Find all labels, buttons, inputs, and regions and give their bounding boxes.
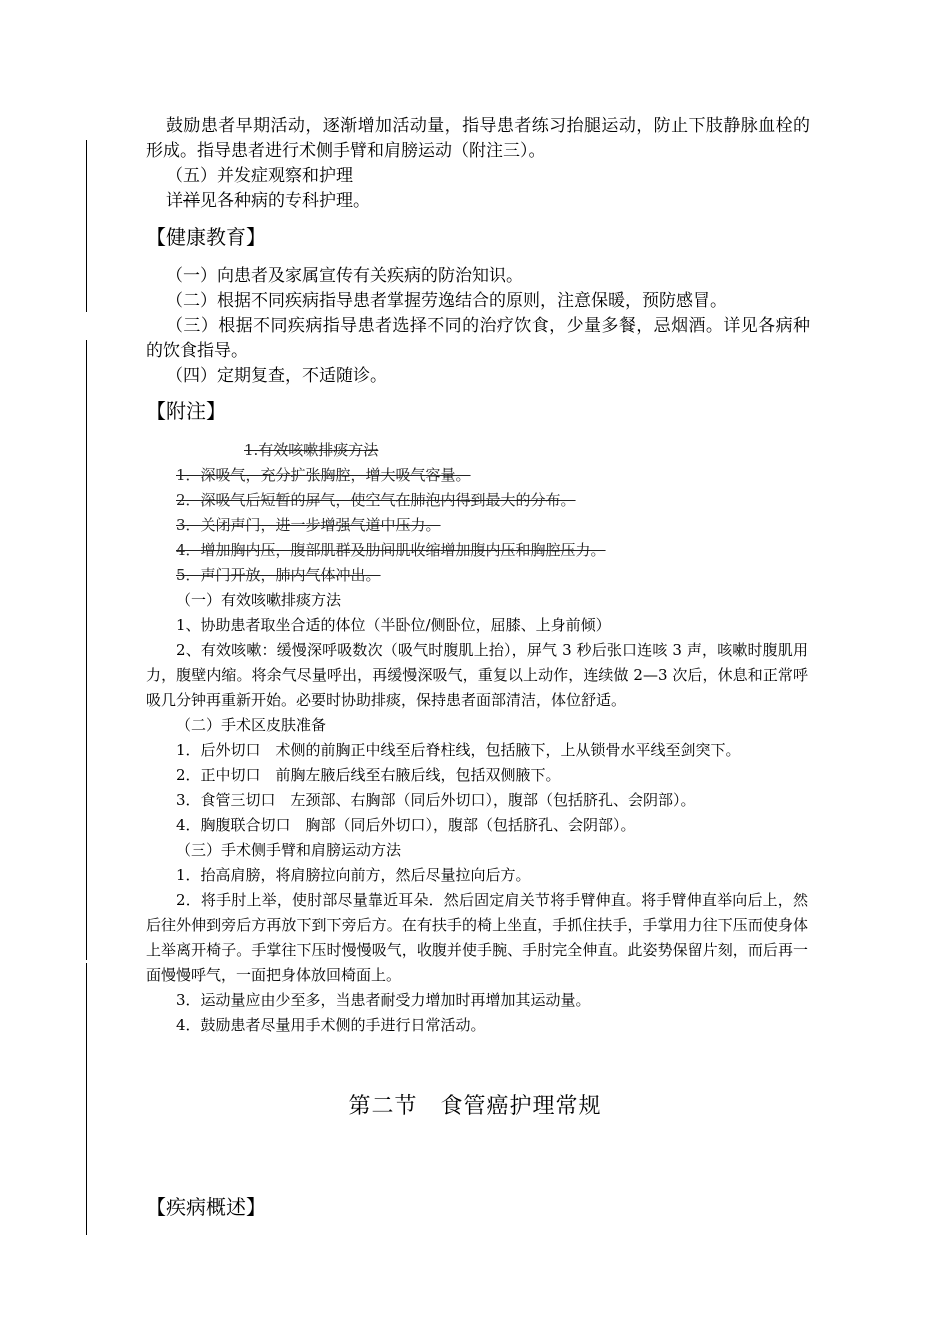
note2-item: 2．正中切口 前胸左腋后线至右腋后线，包括双侧腋下。 bbox=[176, 766, 561, 784]
revision-bar bbox=[86, 340, 87, 960]
note2-item: 3．食管三切口 左颈部、右胸部（同后外切口），腹部（包括脐孔、会阴部）。 bbox=[176, 791, 696, 809]
note3-title: （三）手术侧手臂和肩膀运动方法 bbox=[176, 841, 402, 859]
item5-text-before: 详 bbox=[166, 191, 183, 211]
health-education-heading: 【健康教育】 bbox=[146, 225, 266, 249]
note1-paragraph: 1、协助患者取坐合适的体位（半卧位/侧卧位，屈膝、上身前倾） bbox=[176, 616, 611, 634]
deleted-item: 2．深吸气后短暂的屏气，使空气在肺泡内得到最大的分布。 bbox=[176, 491, 576, 509]
health-item: （三）根据不同疾病指导患者选择不同的治疗饮食，少量多餐，忌烟酒。详见各病种的饮食指导。 bbox=[146, 316, 810, 361]
disease-overview-heading: 【疾病概述】 bbox=[146, 1195, 266, 1219]
section-title: 第二节 食管癌护理常规 bbox=[348, 1094, 602, 1119]
note3-paragraph: 4．鼓励患者尽量用手术侧的手进行日常活动。 bbox=[176, 1016, 486, 1034]
deleted-item: 5．声门开放，肺内气体冲出。 bbox=[176, 566, 381, 584]
paragraph-activity: 鼓励患者早期活动，逐渐增加活动量，指导患者练习抬腿运动，防止下肢静脉血栓的形成。指导患者进行术侧手臂和肩膀运动（附注三）。 bbox=[146, 116, 810, 161]
note3-paragraph: 2．将手肘上举，使肘部尽量靠近耳朵．然后固定肩关节将手臂伸直。将手臂伸直举向后上，然后往外伸到旁后方再放下到下旁后方。在有扶手的椅上坐直，手抓住扶手，手掌用力往下压而使身体上举离开椅子。手掌往下压时慢慢吸气，收腹并使手腕、手肘完全伸直。此姿势保留片刻，而后再一面慢慢呼气，一面把身体放回椅面上。 bbox=[146, 891, 808, 984]
item5-text bbox=[146, 189, 810, 214]
note1-title: （一）有效咳嗽排痰方法 bbox=[176, 591, 342, 609]
notes-heading: 【附注】 bbox=[146, 399, 226, 423]
deleted-title: 1.有效咳嗽排痰方法 bbox=[244, 441, 379, 459]
item5-title: （五）并发症观察和护理 bbox=[166, 166, 353, 186]
deleted-item: 4．增加胸内压，腹部肌群及肋间肌收缩增加腹内压和胸腔压力。 bbox=[176, 541, 606, 559]
note3-paragraph: 3．运动量应由少至多，当患者耐受力增加时再增加其运动量。 bbox=[176, 991, 591, 1009]
note1-paragraph: 2、有效咳嗽：缓慢深呼吸数次（吸气时腹肌上抬），屏气 3 秒后张口连咳 3 声，咳嗽时腹肌用力，腹壁内缩。将余气尽量呼出，再缓慢深吸气，重复以上动作，连续做 2—3 次后，休息和正常呼吸几分钟再重新开始。必要时协助排痰，保持患者面部清洁，体位舒适。 bbox=[146, 641, 808, 709]
note2-title: （二）手术区皮肤准备 bbox=[176, 716, 327, 734]
revision-bar bbox=[86, 140, 87, 312]
deleted-item: 3．关闭声门，进一步增强气道中压力。 bbox=[176, 516, 441, 534]
note2-item: 4．胸腹联合切口 胸部（同后外切口），腹部（包括脐孔、会阴部）。 bbox=[176, 816, 636, 834]
note3-paragraph: 1．抬高肩膀，将肩膀拉向前方，然后尽量拉向后方。 bbox=[176, 866, 531, 884]
note2-item: 1．后外切口 术侧的前胸正中线至后脊柱线，包括腋下，上从锁骨水平线至剑突下。 bbox=[176, 741, 741, 759]
deleted-item: 1．深吸气，充分扩张胸腔，增大吸气容量。 bbox=[176, 466, 471, 484]
health-item: （四）定期复查，不适随诊。 bbox=[166, 366, 387, 386]
health-item: （一）向患者及家属宣传有关疾病的防治知识。 bbox=[166, 266, 523, 286]
item5-text-after: 见各种病的专科护理。 bbox=[200, 191, 370, 211]
health-item: （二）根据不同疾病指导患者掌握劳逸结合的原则，注意保暖，预防感冒。 bbox=[166, 291, 727, 311]
item5-text-deleted: 祥 bbox=[183, 191, 200, 211]
